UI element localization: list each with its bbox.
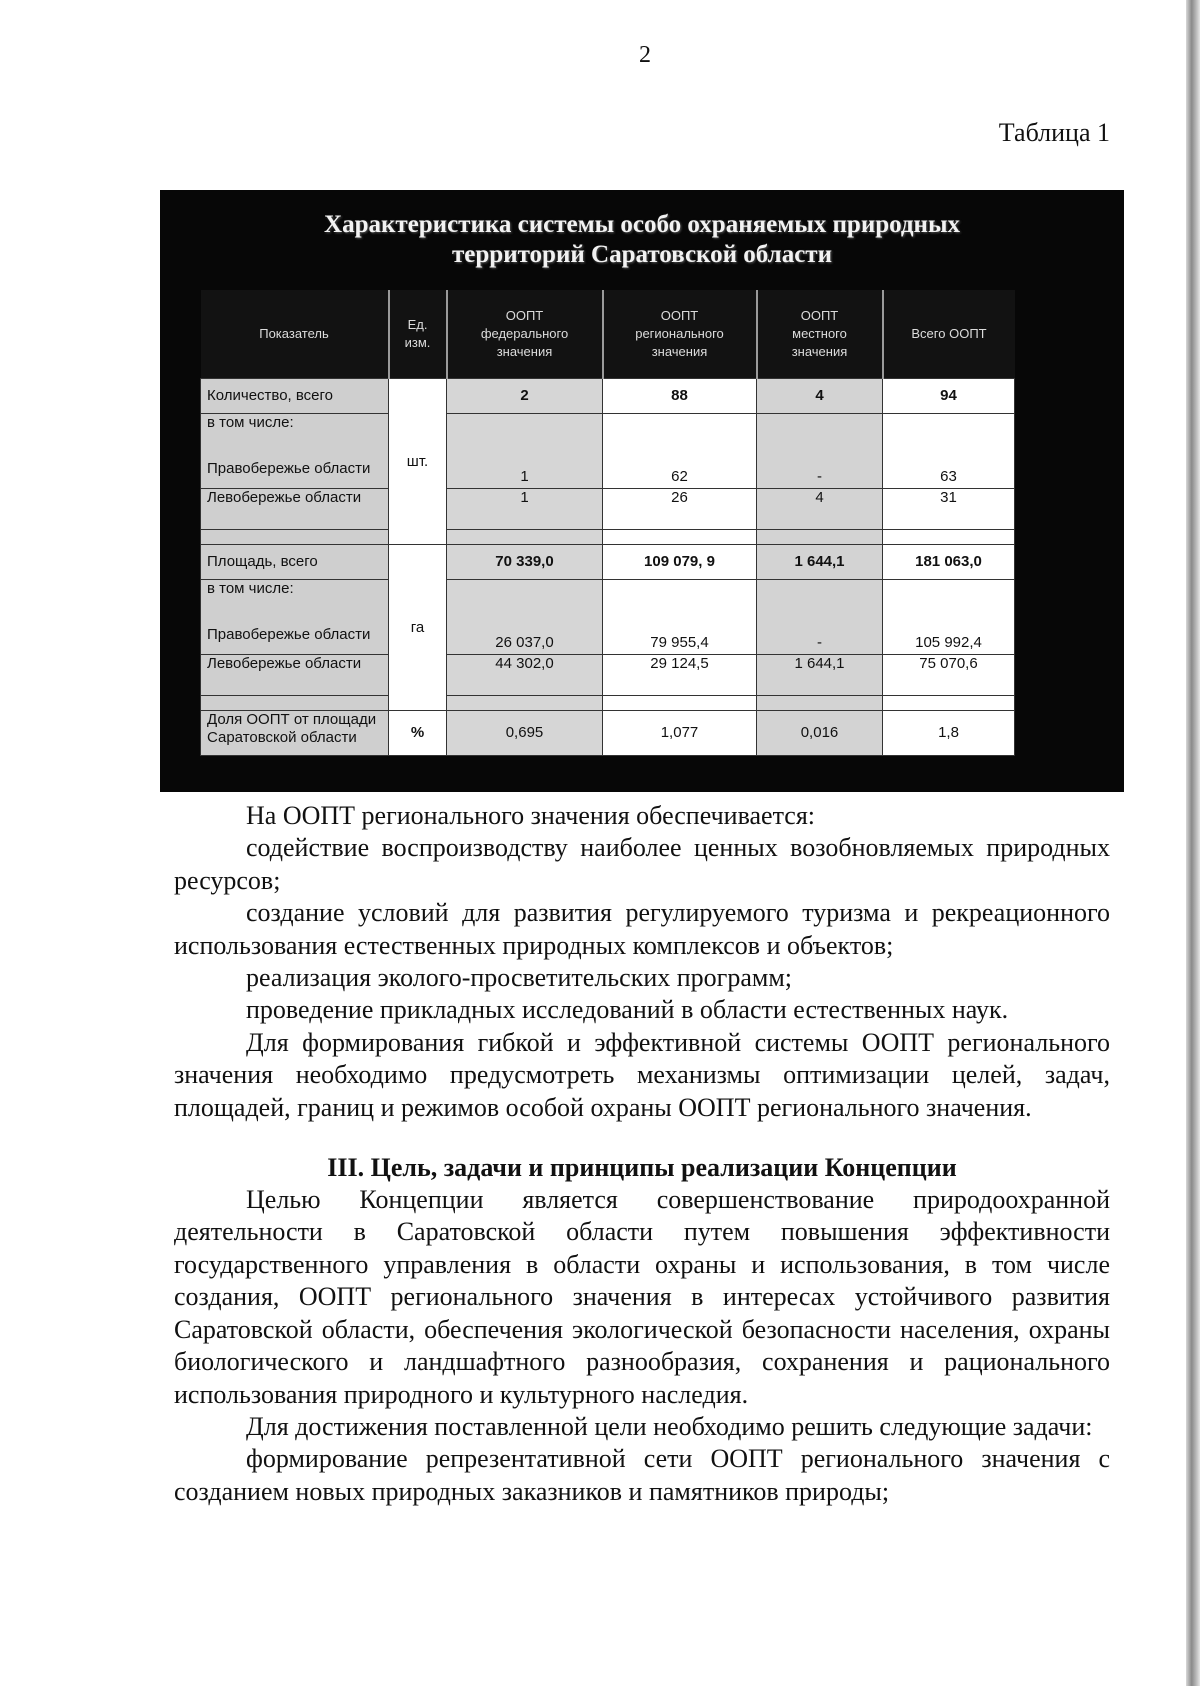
table-row	[201, 655, 1015, 696]
header-regional	[603, 290, 757, 379]
spacer-cell	[757, 696, 883, 711]
cell-value: 62	[603, 414, 757, 489]
cell-value: 29 124,5	[603, 655, 757, 696]
cell-value: 4	[757, 379, 883, 414]
cell-value: 1	[447, 414, 603, 489]
spacer-cell	[603, 530, 757, 545]
scan-edge	[1186, 0, 1200, 1686]
cell-value: 88	[603, 379, 757, 414]
cell-value: 0,695	[447, 711, 603, 756]
table-row	[201, 489, 1015, 530]
spacer-cell	[883, 530, 1015, 545]
row-sublabel: в том числе:	[207, 580, 294, 597]
cell-value: 44 302,0	[447, 655, 603, 696]
row-label-right-bank: Правобережье области	[207, 460, 371, 477]
cell-value: 1 644,1	[757, 545, 883, 580]
row-sublabel: в том числе:	[207, 414, 294, 431]
body-text	[174, 800, 1110, 1508]
header-local	[757, 290, 883, 379]
cell-value: 2	[447, 379, 603, 414]
table-row	[201, 580, 1015, 655]
header-federal	[447, 290, 603, 379]
header-indicator: Показатель	[201, 290, 389, 379]
cell-value: 94	[883, 379, 1015, 414]
cell-value: 1,077	[603, 711, 757, 756]
spacer-cell	[447, 696, 603, 711]
row-label: Левобережье области	[201, 655, 389, 696]
row-label-right-bank: Правобережье области	[207, 626, 371, 643]
page-number: 2	[639, 42, 651, 68]
table-title-line-2: территорий Саратовской области	[452, 241, 832, 268]
table-title-line-1: Характеристика системы особо охраняемых природных	[324, 211, 960, 238]
spacer-cell	[757, 530, 883, 545]
header-local-line-1: ООПТ	[800, 308, 839, 323]
header-regional-line-1: ООПТ	[660, 308, 699, 323]
table-row	[201, 545, 1015, 580]
row-label: Левобережье области	[201, 489, 389, 530]
paragraph: реализация эколого-просветительских программ;	[246, 963, 792, 993]
row-label	[201, 580, 389, 655]
unit-cell: шт.	[389, 379, 447, 545]
cell-value: 75 070,6	[883, 655, 1015, 696]
cell-value: 105 992,4	[883, 580, 1015, 655]
cell-value: 26 037,0	[447, 580, 603, 655]
header-unit-line-2: изм.	[404, 335, 431, 350]
paragraph: создание условий для развития регулируемого туризма и рекреационного использования естественных природных комплексов и объектов;	[174, 898, 1110, 960]
paragraph: проведение прикладных исследований в области естественных наук.	[246, 995, 1009, 1025]
spacer-cell	[883, 696, 1015, 711]
header-regional-line-2: регионального	[635, 326, 724, 341]
cell-value: 0,016	[757, 711, 883, 756]
cell-value: -	[757, 414, 883, 489]
table-row	[201, 414, 1015, 489]
data-table	[200, 290, 1015, 756]
unit-cell: %	[389, 711, 447, 756]
header-regional-line-3: значения	[651, 344, 708, 359]
spacer-cell	[201, 696, 389, 711]
cell-value: 70 339,0	[447, 545, 603, 580]
header-local-line-3: значения	[791, 344, 848, 359]
header-federal-line-1: ООПТ	[505, 308, 544, 323]
cell-value: 109 079, 9	[603, 545, 757, 580]
paragraph: содействие воспроизводству наиболее ценных возобновляемых природных ресурсов;	[174, 833, 1110, 895]
header-federal-line-3: значения	[496, 344, 553, 359]
cell-value: 26	[603, 489, 757, 530]
paragraph: Для формирования гибкой и эффективной системы ООПТ регионального значения необходимо предусмотреть механизмы оптимизации целей, задач, площадей, границ и режимов особой охраны ООПТ регионального значения.	[174, 1027, 1110, 1122]
paragraph: Для достижения поставленной цели необходимо решить следующие задачи:	[246, 1411, 1093, 1441]
cell-value: 1,8	[883, 711, 1015, 756]
cell-value: 63	[883, 414, 1015, 489]
table-title	[160, 210, 1124, 270]
table-header-row	[201, 290, 1015, 379]
table-row	[201, 379, 1015, 414]
spacer-cell	[603, 696, 757, 711]
row-label-share-line-2: Саратовской области	[207, 729, 357, 746]
row-label: Количество, всего	[201, 379, 389, 414]
cell-value: 4	[757, 489, 883, 530]
cell-value: 79 955,4	[603, 580, 757, 655]
table-spacer-row	[201, 696, 1015, 711]
spacer-cell	[447, 530, 603, 545]
cell-value: 31	[883, 489, 1015, 530]
header-unit	[389, 290, 447, 379]
cell-value: 1 644,1	[757, 655, 883, 696]
paragraph: формирование репрезентативной сети ООПТ регионального значения с созданием новых природных заказников и памятников природы;	[174, 1444, 1110, 1506]
cell-value: 1	[447, 489, 603, 530]
row-label: Площадь, всего	[201, 545, 389, 580]
paragraph: Целью Концепции является совершенствование природоохранной деятельности в Саратовской области путем повышения эффективности государственного управления в области охраны и использования, в том числе создания, ООПТ регионального значения в интересах устойчивого развития Саратовской области, обеспечения экологической безопасности населения, охраны биологического и ландшафтного разнообразия, сохранения и рационального использования природного и культурного наследия.	[174, 1185, 1110, 1409]
spacer-cell	[201, 530, 389, 545]
section-heading: III. Цель, задачи и принципы реализации Концепции	[327, 1153, 957, 1183]
header-local-line-2: местного	[792, 326, 847, 341]
row-label	[201, 711, 389, 756]
row-label-share-line-1: Доля ООПТ от площади	[207, 711, 377, 728]
table-spacer-row	[201, 530, 1015, 545]
table-row	[201, 711, 1015, 756]
header-federal-line-2: федерального	[480, 326, 569, 341]
row-label	[201, 414, 389, 489]
unit-cell: га	[389, 545, 447, 711]
cell-value: -	[757, 580, 883, 655]
header-total: Всего ООПТ	[883, 290, 1015, 379]
table-label: Таблица 1	[998, 118, 1110, 147]
header-unit-line-1: Ед.	[407, 317, 428, 332]
paragraph: На ООПТ регионального значения обеспечивается:	[246, 801, 816, 830]
cell-value: 181 063,0	[883, 545, 1015, 580]
protected-areas-table	[160, 190, 1124, 792]
